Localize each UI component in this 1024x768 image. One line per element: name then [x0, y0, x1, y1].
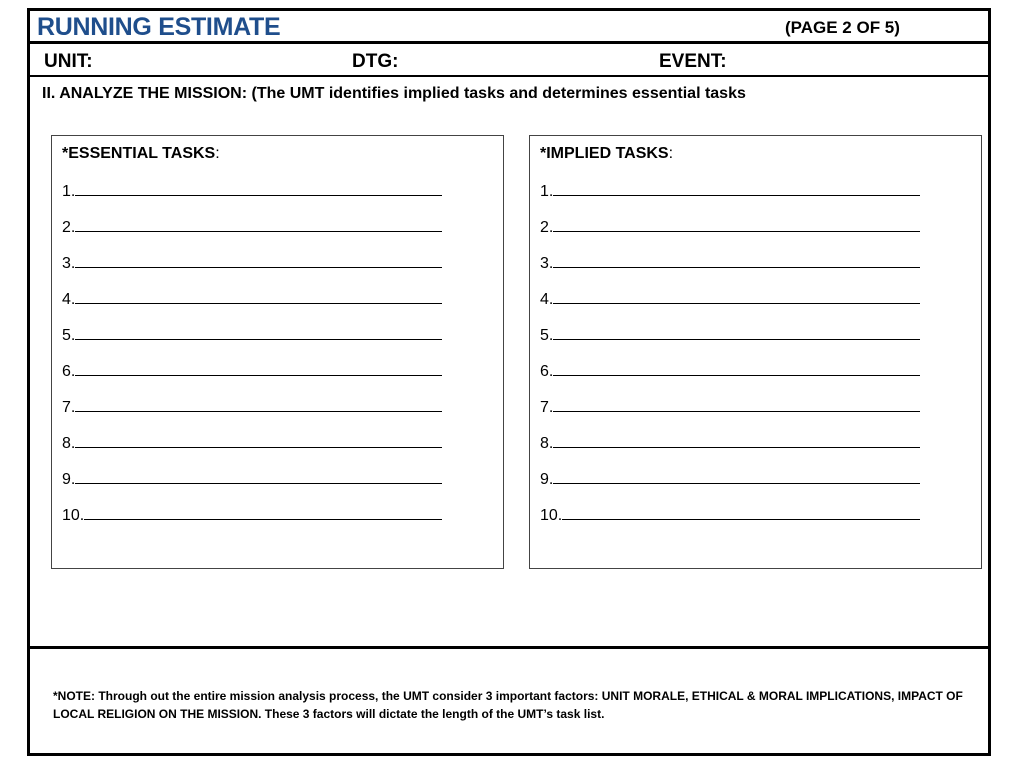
task-number: 3. [540, 255, 554, 272]
essential-task-line[interactable] [62, 181, 442, 201]
essential-tasks-title [62, 145, 220, 163]
task-number: 1. [62, 183, 76, 200]
implied-task-line[interactable] [540, 253, 920, 273]
dtg-label: DTG: [352, 51, 399, 72]
implied-task-line[interactable] [540, 181, 920, 201]
task-blank[interactable] [553, 253, 920, 268]
essential-tasks-title-text: *ESSENTIAL TASKS [62, 145, 216, 162]
section-heading: II. ANALYZE THE MISSION: (The UMT identifies implied tasks and determines essential tasks [42, 85, 746, 102]
task-number: 7. [540, 399, 554, 416]
essential-tasks-title-colon: : [215, 145, 220, 162]
task-blank[interactable] [75, 181, 442, 196]
note-text: *NOTE: Through out the entire mission analysis process, the UMT consider 3 important factors: UNIT MORALE, ETHICAL & MORAL IMPLICATIONS, IMPACT OF LOCAL RELIGION ON THE MISSION. These 3 factors will dictate the length of the UMT’s task list. [53, 689, 963, 721]
task-number: 9. [62, 471, 76, 488]
task-blank[interactable] [562, 505, 920, 520]
task-number: 8. [62, 435, 76, 452]
essential-tasks-box [51, 135, 504, 569]
note-divider [27, 646, 991, 649]
essential-task-line[interactable] [62, 253, 442, 273]
essential-task-line[interactable] [62, 469, 442, 489]
task-number: 8. [540, 435, 554, 452]
implied-task-line[interactable] [540, 397, 920, 417]
task-number: 2. [62, 219, 76, 236]
task-number: 10. [540, 507, 563, 524]
task-blank[interactable] [75, 253, 442, 268]
task-number: 10. [62, 507, 85, 524]
task-number: 4. [540, 291, 554, 308]
essential-task-line[interactable] [62, 361, 442, 381]
task-blank[interactable] [553, 397, 920, 412]
task-blank[interactable] [75, 361, 442, 376]
task-blank[interactable] [75, 289, 442, 304]
page-indicator: (PAGE 2 OF 5) [785, 18, 900, 37]
essential-task-line[interactable] [62, 433, 442, 453]
implied-task-line[interactable] [540, 361, 920, 381]
implied-task-line[interactable] [540, 469, 920, 489]
task-blank[interactable] [75, 217, 442, 232]
task-blank[interactable] [75, 433, 442, 448]
task-blank[interactable] [75, 469, 442, 484]
implied-task-line[interactable] [540, 325, 920, 345]
task-blank[interactable] [553, 181, 920, 196]
task-number: 6. [540, 363, 554, 380]
task-blank[interactable] [553, 217, 920, 232]
implied-task-line[interactable] [540, 217, 920, 237]
task-blank[interactable] [553, 325, 920, 340]
task-blank[interactable] [84, 505, 442, 520]
event-label: EVENT: [659, 51, 727, 72]
task-blank[interactable] [553, 469, 920, 484]
task-number: 4. [62, 291, 76, 308]
task-number: 7. [62, 399, 76, 416]
essential-task-line[interactable] [62, 325, 442, 345]
unit-label: UNIT: [44, 51, 93, 72]
task-number: 6. [62, 363, 76, 380]
implied-task-line[interactable] [540, 505, 920, 525]
task-number: 3. [62, 255, 76, 272]
fields-divider [27, 75, 991, 77]
task-blank[interactable] [75, 397, 442, 412]
task-number: 9. [540, 471, 554, 488]
task-blank[interactable] [553, 289, 920, 304]
essential-task-line[interactable] [62, 289, 442, 309]
essential-task-line[interactable] [62, 397, 442, 417]
implied-task-line[interactable] [540, 433, 920, 453]
task-number: 1. [540, 183, 554, 200]
task-blank[interactable] [75, 325, 442, 340]
essential-task-line[interactable] [62, 217, 442, 237]
task-blank[interactable] [553, 433, 920, 448]
task-number: 5. [540, 327, 554, 344]
task-blank[interactable] [553, 361, 920, 376]
implied-tasks-title-text: *IMPLIED TASKS [540, 145, 669, 162]
task-number: 2. [540, 219, 554, 236]
header-divider [27, 41, 991, 44]
essential-task-line[interactable] [62, 505, 442, 525]
implied-tasks-box [529, 135, 982, 569]
implied-tasks-title-colon: : [668, 145, 674, 162]
form-title: RUNNING ESTIMATE [37, 13, 281, 41]
implied-tasks-title [540, 145, 673, 163]
implied-task-line[interactable] [540, 289, 920, 309]
task-number: 5. [62, 327, 76, 344]
